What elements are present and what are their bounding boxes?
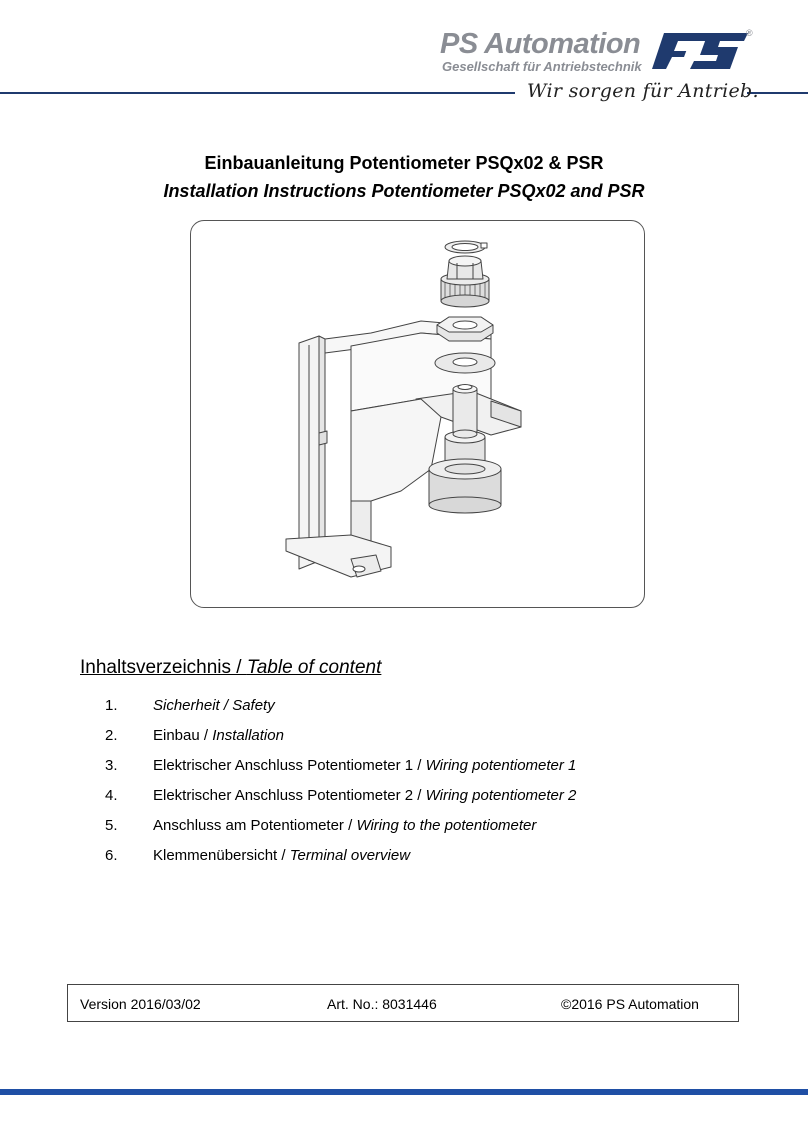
assembly-figure-frame (190, 220, 645, 608)
toc-item-safety[interactable] (105, 697, 745, 727)
toc-item-label: Sicherheit / Safety (153, 697, 275, 714)
toc-heading-english: Table of content (246, 657, 382, 678)
title-german: Einbauanleitung Potentiometer PSQx02 & PSR (204, 153, 604, 173)
toc-item-number: 4. (105, 787, 118, 804)
circlip (445, 241, 487, 253)
company-name: PS Automation (440, 28, 641, 60)
company-logo (440, 28, 758, 78)
company-subtitle: Gesellschaft für Antriebstechnik (442, 59, 642, 74)
washer (435, 353, 495, 373)
ps-logo-mark-icon (650, 31, 750, 71)
toc-item-number: 2. (105, 727, 118, 744)
toc-item-number: 3. (105, 757, 118, 774)
toc-item-label: Einbau / Installation (153, 727, 284, 744)
toc-item-label: Elektrischer Anschluss Potentiometer 1 / Wiring potentiometer 1 (153, 757, 577, 774)
footer-copyright: ©2016 PS Automation (561, 996, 699, 1012)
toc-heading (80, 657, 381, 679)
toc-item-number: 1. (105, 697, 118, 714)
potentiometer-assembly-drawing (191, 221, 646, 609)
toc-item-installation[interactable] (105, 727, 745, 757)
toc-item-label: Anschluss am Potentiometer / Wiring to the potentiometer (153, 817, 537, 834)
hex-nut (437, 317, 493, 341)
potentiometer-body (429, 459, 501, 513)
toc-list (105, 697, 745, 877)
toc-item-wiring-1[interactable] (105, 757, 745, 787)
registered-mark: ® (746, 28, 753, 38)
toc-item-number: 6. (105, 847, 118, 864)
toc-item-terminal-overview[interactable] (105, 847, 745, 877)
slogan: Wir sorgen für Antrieb. (527, 80, 759, 102)
gear-wheel (441, 256, 489, 307)
toc-item-potentiometer-wiring[interactable] (105, 817, 745, 847)
toc-item-wiring-2[interactable] (105, 787, 745, 817)
title-english: Installation Instructions Potentiometer PSQx02 and PSR (163, 181, 645, 201)
bottom-accent-bar (0, 1089, 808, 1095)
document-footer (67, 984, 739, 1022)
toc-item-label: Klemmenübersicht / Terminal overview (153, 847, 411, 864)
footer-article-number: Art. No.: 8031446 (327, 996, 437, 1012)
toc-heading-german: Inhaltsverzeichnis / (80, 657, 247, 678)
toc-item-label: Elektrischer Anschluss Potentiometer 2 / Wiring potentiometer 2 (153, 787, 577, 804)
footer-version: Version 2016/03/02 (80, 996, 201, 1012)
toc-item-number: 5. (105, 817, 118, 834)
